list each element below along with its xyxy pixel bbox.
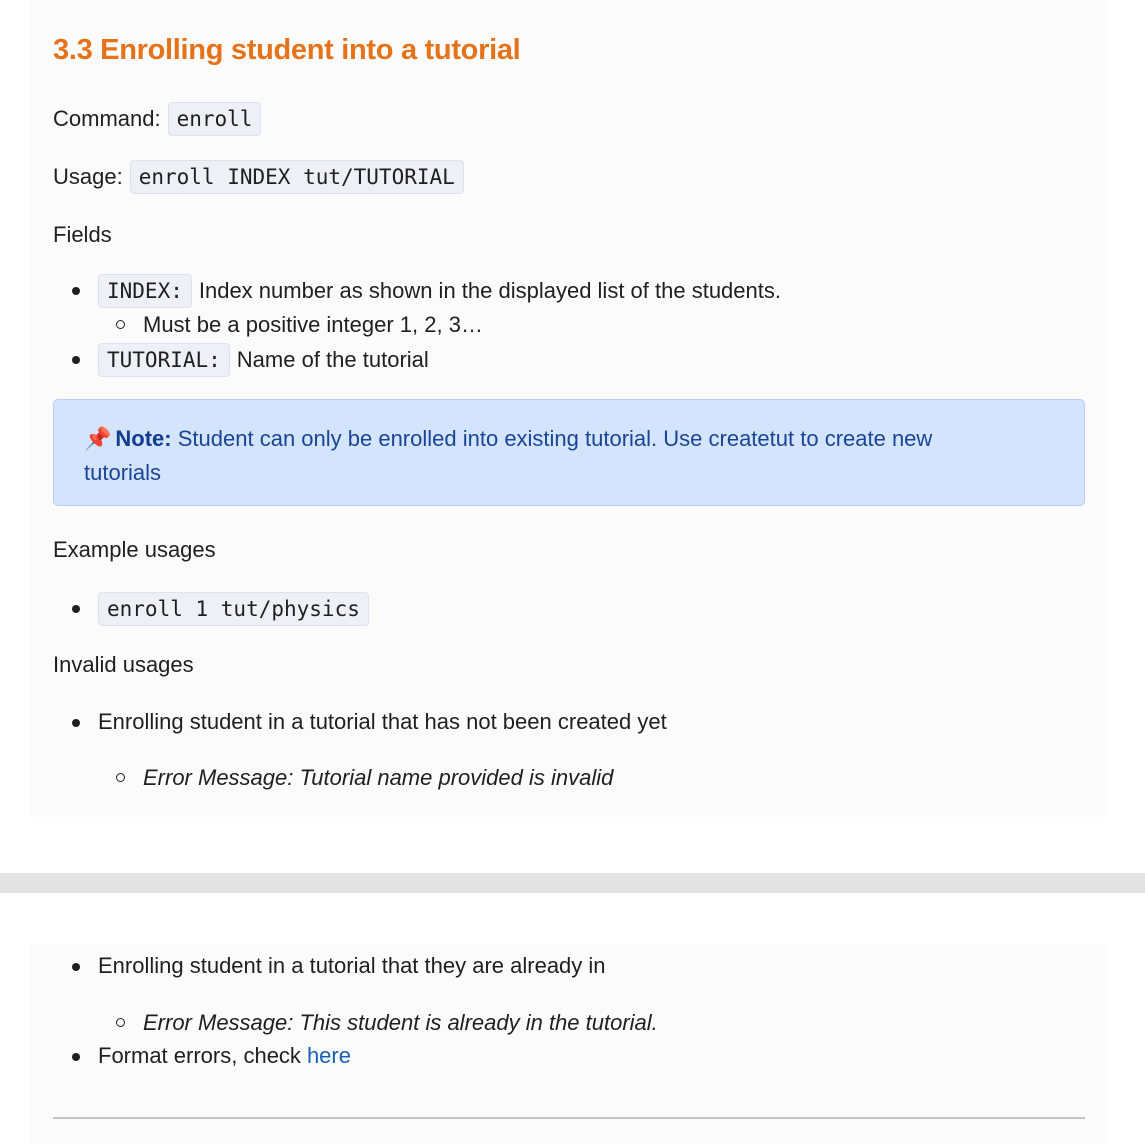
sub-bullet-icon (116, 773, 125, 782)
note-text-cont: tutorials (84, 460, 162, 485)
field-tutorial-text: Name of the tutorial (236, 347, 429, 372)
field-index-text: Index number as shown in the displayed list of the students. (198, 278, 781, 303)
format-errors-link[interactable]: here (306, 1043, 351, 1068)
field-index-sub: Must be a positive integer 1, 2, 3… (143, 312, 483, 337)
example-item (98, 592, 369, 626)
bullet-icon (72, 719, 80, 727)
usage-label: Usage: (53, 164, 123, 189)
page-separator (0, 873, 1145, 893)
invalid-item-1: Enrolling student in a tutorial that has not been created yet (98, 709, 667, 734)
bullet-icon (72, 605, 80, 613)
bullet-icon (72, 287, 80, 295)
usage-line (53, 160, 464, 194)
divider (53, 1117, 1085, 1119)
bullet-icon (72, 1053, 80, 1061)
pushpin-icon: 📌 (84, 426, 112, 451)
bullet-icon (72, 356, 80, 364)
invalid-item-2: Enrolling student in a tutorial that they are already in (98, 953, 606, 978)
invalid-heading: Invalid usages (53, 652, 194, 677)
field-tutorial-code: TUTORIAL: (98, 343, 230, 377)
sub-bullet-icon (116, 320, 125, 329)
format-errors-item (98, 1040, 351, 1072)
field-tutorial-item (98, 343, 429, 377)
usage-code: enroll INDEX tut/TUTORIAL (130, 160, 464, 194)
note-label: Note: (115, 426, 172, 451)
format-errors-text: Format errors, check (98, 1043, 301, 1068)
field-index-code: INDEX: (98, 274, 192, 308)
invalid-error-1: Error Message: Tutorial name provided is invalid (143, 765, 614, 790)
command-label: Command: (53, 106, 161, 131)
command-line (53, 102, 261, 136)
section-title: 3.3 Enrolling student into a tutorial (53, 34, 521, 66)
note-text: Student can only be enrolled into existing tutorial. Use createtut to create new (177, 426, 933, 451)
note-box (53, 399, 1085, 506)
command-code: enroll (168, 102, 262, 136)
example-code: enroll 1 tut/physics (98, 592, 369, 626)
invalid-error-2: Error Message: This student is already in the tutorial. (143, 1010, 658, 1035)
field-index-item (98, 274, 781, 308)
examples-heading: Example usages (53, 537, 216, 562)
sub-bullet-icon (116, 1018, 125, 1027)
bullet-icon (72, 963, 80, 971)
fields-heading: Fields (53, 222, 112, 247)
